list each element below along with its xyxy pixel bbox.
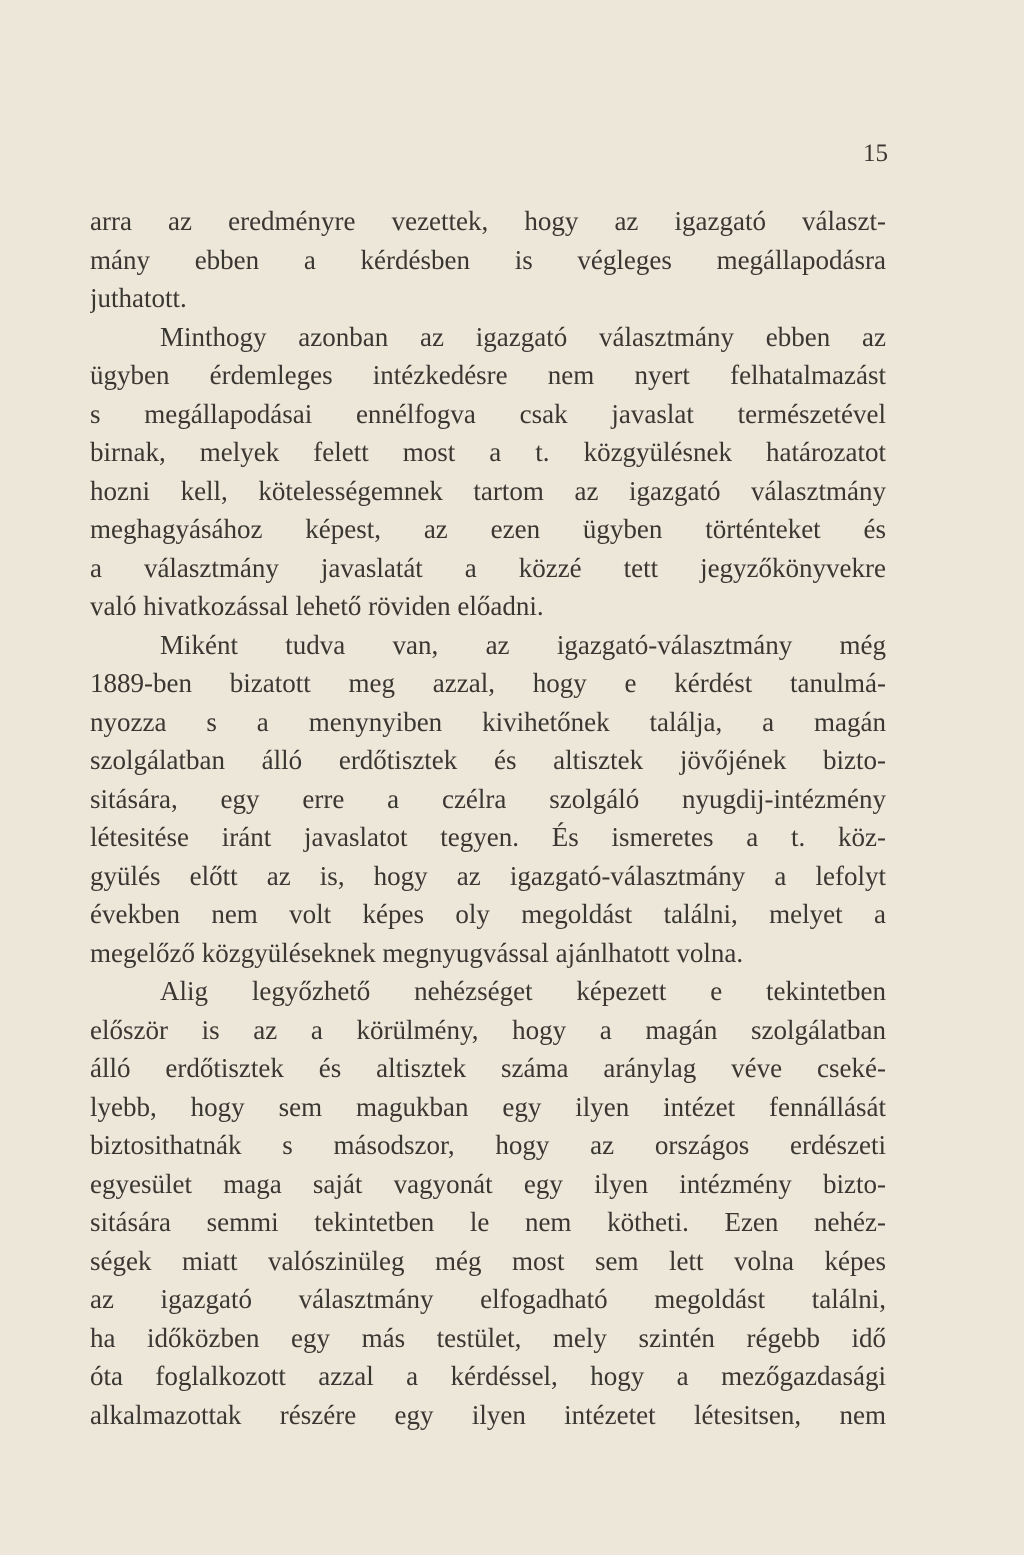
text-line: sitására semmi tekintetben le nem kötheti. Ezen nehéz-	[90, 1207, 886, 1237]
text-line: meghagyásához képest, az ezen ügyben történteket és	[90, 514, 886, 544]
text-line: szolgálatban álló erdőtisztek és altisztek jövőjének bizto-	[90, 745, 886, 775]
text-line: álló erdőtisztek és altisztek száma aránylag véve cseké-	[90, 1053, 886, 1083]
text-line: arra az eredményre vezettek, hogy az igazgató választ-	[90, 206, 886, 236]
text-line: lyebb, hogy sem magukban egy ilyen intézet fennállását	[90, 1091, 886, 1122]
text-line: juthatott.	[90, 283, 187, 313]
text-line: s megállapodásai ennélfogva csak javaslat természetével	[90, 398, 886, 429]
text-line: 1889-ben bizatott meg azzal, hogy e kérdést tanulmá-	[90, 668, 886, 698]
text-line: a választmány javaslatát a közzé tett jegyzőkönyvekre	[90, 552, 886, 583]
text-line: ügyben érdemleges intézkedésre nem nyert felhatalmazást	[90, 360, 886, 390]
text-line: birnak, melyek felett most a t. közgyülésnek határozatot	[90, 437, 886, 467]
text-line: években nem volt képes oly megoldást találni, melyet a	[90, 899, 886, 929]
text-line: egyesület maga saját vagyonát egy ilyen intézmény bizto-	[90, 1168, 886, 1199]
text-line: való hivatkozással lehető röviden előadni.	[90, 591, 544, 621]
text-line: Miként tudva van, az igazgató-választmány még	[160, 629, 886, 660]
text-line: ha időközben egy más testület, mely szintén régebb idő	[90, 1322, 886, 1353]
text-line: Minthogy azonban az igazgató választmány ebben az	[160, 321, 886, 352]
text-line: mány ebben a kérdésben is végleges megállapodásra	[90, 244, 886, 275]
body-text	[90, 202, 886, 1434]
page-number: 15	[863, 140, 888, 167]
text-line: létesitése iránt javaslatot tegyen. És ismeretes a t. köz-	[90, 822, 886, 852]
text-line: először is az a körülmény, hogy a magán szolgálatban	[90, 1014, 886, 1045]
text-line: sitására, egy erre a czélra szolgáló nyugdij-intézmény	[90, 783, 886, 814]
text-line: hozni kell, kötelességemnek tartom az igazgató választmány	[90, 475, 886, 506]
text-line: nyozza s a menynyiben kivihetőnek találja, a magán	[90, 706, 886, 737]
text-line: Alig legyőzhető nehézséget képezett e tekintetben	[160, 976, 886, 1006]
text-line: gyülés előtt az is, hogy az igazgató-választmány a lefolyt	[90, 860, 886, 891]
text-line: ségek miatt valószinüleg még most sem lett volna képes	[90, 1245, 886, 1276]
text-line: alkalmazottak részére egy ilyen intézetet létesitsen, nem	[90, 1399, 886, 1430]
text-line: biztosithatnák s másodszor, hogy az országos erdészeti	[90, 1130, 886, 1160]
text-line: megelőző közgyüléseknek megnyugvással ajánlhatott volna.	[90, 937, 744, 968]
text-line: óta foglalkozott azzal a kérdéssel, hogy a mezőgazdasági	[90, 1361, 886, 1391]
text-line: az igazgató választmány elfogadható megoldást találni,	[90, 1284, 886, 1314]
